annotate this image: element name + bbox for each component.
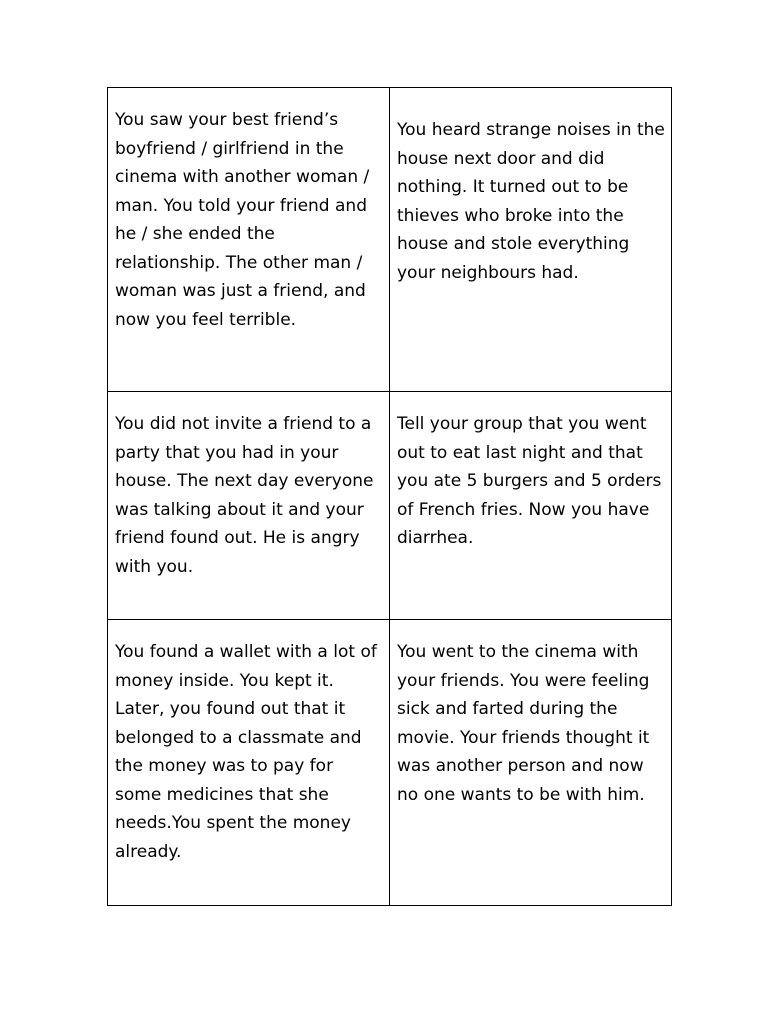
card-found-wallet: You found a wallet with a lot of money inside. You kept it. Later, you found out that it belonged to a classmate and the money was to pay for some medicines that she needs.You spent the money already. bbox=[108, 620, 390, 906]
card-strange-noises: You heard strange noises in the house next door and did nothing. It turned out to be thieves who broke into the house and stole everything your neighbours had. bbox=[390, 88, 672, 392]
card-cinema-sick: You went to the cinema with your friends. You were feeling sick and farted during the movie. Your friends thought it was another person and now no one wants to be with him. bbox=[390, 620, 672, 906]
card-row bbox=[108, 88, 672, 392]
card-row bbox=[108, 392, 672, 620]
card-burgers-fries: Tell your group that you went out to eat last night and that you ate 5 burgers and 5 orders of French fries. Now you have diarrhea. bbox=[390, 392, 672, 620]
scenario-cards-table bbox=[107, 87, 672, 906]
card-best-friend-cinema: You saw your best friend’s boyfriend / girlfriend in the cinema with another woman / man. You told your friend and he / she ended the relationship. The other man / woman was just a friend, and now you feel terrible. bbox=[108, 88, 390, 392]
card-row bbox=[108, 620, 672, 906]
card-party-invite: You did not invite a friend to a party that you had in your house. The next day everyone was talking about it and your friend found out. He is angry with you. bbox=[108, 392, 390, 620]
